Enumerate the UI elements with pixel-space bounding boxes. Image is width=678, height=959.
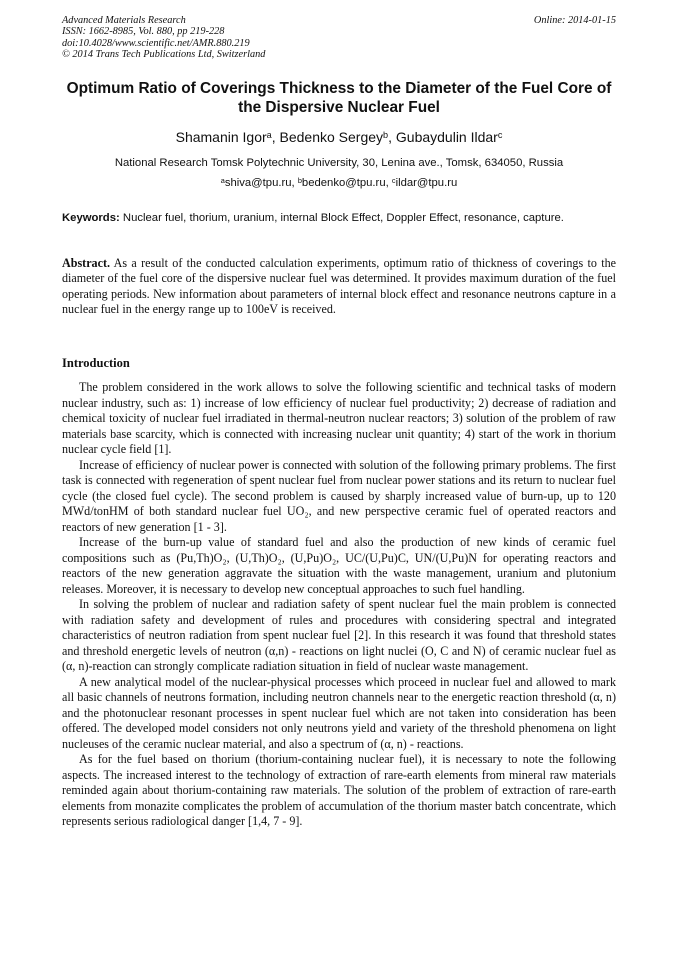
abstract-label: Abstract. (62, 256, 111, 270)
paragraph: Increase of efficiency of nuclear power is connected with solution of the following primary problems. The first task is connected with regeneration of spent nuclear fuel from nuclear power stations and its return to nuclear fuel cycle (the closed fuel cycle). The second problem is caused by sharply increased value of burn-up, up to 120 MWd/tonHM of both standard nuclear fuel UO₂, and new perspective ceramic fuel of operated reactors and reactors of new generation [1 - 3]. (62, 457, 616, 534)
body-text (62, 380, 616, 830)
paragraph: A new analytical model of the nuclear-physical processes which proceed in nuclear fuel and allowed to mark all basic channels of neutrons formation, including neutron channels near to the energetic reaction threshold (α, n) and the photonuclear resonant processes in spent nuclear fuel which are not taken into consideration has been offered. The developed model considers not only neutrons yield and variety of the threshold phenomena on light nucleuses of the ceramic nuclear material, and also a spectrum of (α, n) - reactions. (62, 674, 616, 751)
email-mark: c (391, 175, 396, 185)
author-mark: a (266, 129, 272, 140)
abstract (62, 256, 616, 318)
paragraph: As for the fuel based on thorium (thorium-containing nuclear fuel), it is necessary to note the following aspects. The increased interest to the technology of extraction of rare-earth elements from mineral raw materials reminded again about thorium-containing raw materials. The solution of the problem of extraction of rare-earth elements from monazite complicates the problem of accumulation of the thorium master batch concentrate, which represents serious radiological danger [1,4, 7 - 9]. (62, 752, 616, 828)
author-name: Bedenko Sergey (279, 129, 384, 145)
email-address: ildar@tpu.ru (395, 177, 458, 189)
paragraph: The problem considered in the work allows to solve the following scientific and technical tasks of modern nuclear industry, such as: 1) increase of low efficiency of nuclear fuel productivity; 2) decrease of radiation and chemical toxicity of nuclear fuel irradiated in thermal-neutron nuclear reactors; 3) solution of the problem of raw materials base scarcity, which is connected with increasing nuclear unit quantity; 4) start of the work in thorium nuclear cycle field [1]. (62, 380, 616, 456)
journal-issn: ISSN: 1662-8985, Vol. 880, pp 219-228 (62, 26, 225, 38)
author-mark: c (497, 129, 503, 140)
email-list: $^a$shiva@tpu.ru, $^b$bedenko@tpu.ru, $^c$ildar@tpu.ru (220, 175, 458, 189)
copyright-line: © 2014 Trans Tech Publications Ltd, Switzerland (62, 49, 266, 61)
author-mark: b (383, 129, 389, 140)
abstract-text: As a result of the conducted calculation experiments, optimum ratio of thickness of coverings to the diameter of the fuel core of the dispersive nuclear fuel was determined. It provides maximum duration of the fuel operating periods. New information about parameters of internal block effect and resonance neutrons capture in a nuclear fuel in the energy range up to 100eV is received. (62, 256, 616, 317)
affiliation: National Research Tomsk Polytechnic University, 30, Lenina ave., Tomsk, 634050, Russia (114, 157, 564, 169)
paragraph: Increase of the burn-up value of standard fuel and also the production of new kinds of ceramic fuel compositions such as (Pu,Th)O₂, (U,Th)O₂, (U,Pu)O₂, UC/(U,Pu)C, UN/(U,Pu)N for operating reactors and reactors of the new generation aggravate the situation with the waste management, uranium and plutonium releases. Moreover, it is necessary to develop new conceptual approaches to such fuel handling. (62, 535, 616, 596)
article-doi: doi:10.4028/www.scientific.net/AMR.880.219 (62, 37, 250, 49)
email-mark: b (297, 175, 302, 185)
journal-name: Advanced Materials Research (62, 15, 186, 26)
section-heading: Introduction (62, 356, 130, 370)
journal-header (62, 15, 616, 61)
author-name: Gubaydulin Ildar (395, 129, 498, 145)
author-name: Shamanin Igor (175, 129, 267, 145)
keywords-label: Keywords: (62, 212, 120, 224)
online-date: Online: 2014-01-15 (533, 15, 616, 26)
paper-title: Optimum Ratio of Coverings Thickness to the Diameter of the Fuel Core of the Dispersive Nuclear Fuel (66, 80, 612, 116)
email-mark: a (220, 175, 225, 185)
email-address: shiva@tpu.ru (224, 177, 292, 189)
author-list: Shamanin Igor$^a$, Bedenko Sergey$^b$, Gubaydulin Ildar$^c$ (175, 129, 503, 145)
paragraph: In solving the problem of nuclear and radiation safety of spent nuclear fuel the main problem is connected with radiation safety and development of rules and procedures with considering spectral and integrated characteristics of neutron radiation from spent nuclear fuel [2]. In this research it was found that threshold states and threshold energetic levels of neutron (α,n) - reactions on light nuclei (O, C and N) of ceramic nuclear fuel as (α, n)-reaction can strongly complicate radiation situation in field of nuclear waste management. (62, 597, 616, 673)
keywords (62, 211, 616, 225)
email-address: bedenko@tpu.ru (301, 177, 386, 189)
keywords-text: Nuclear fuel, thorium, uranium, internal Block Effect, Doppler Effect, resonance, capture. (119, 212, 564, 224)
